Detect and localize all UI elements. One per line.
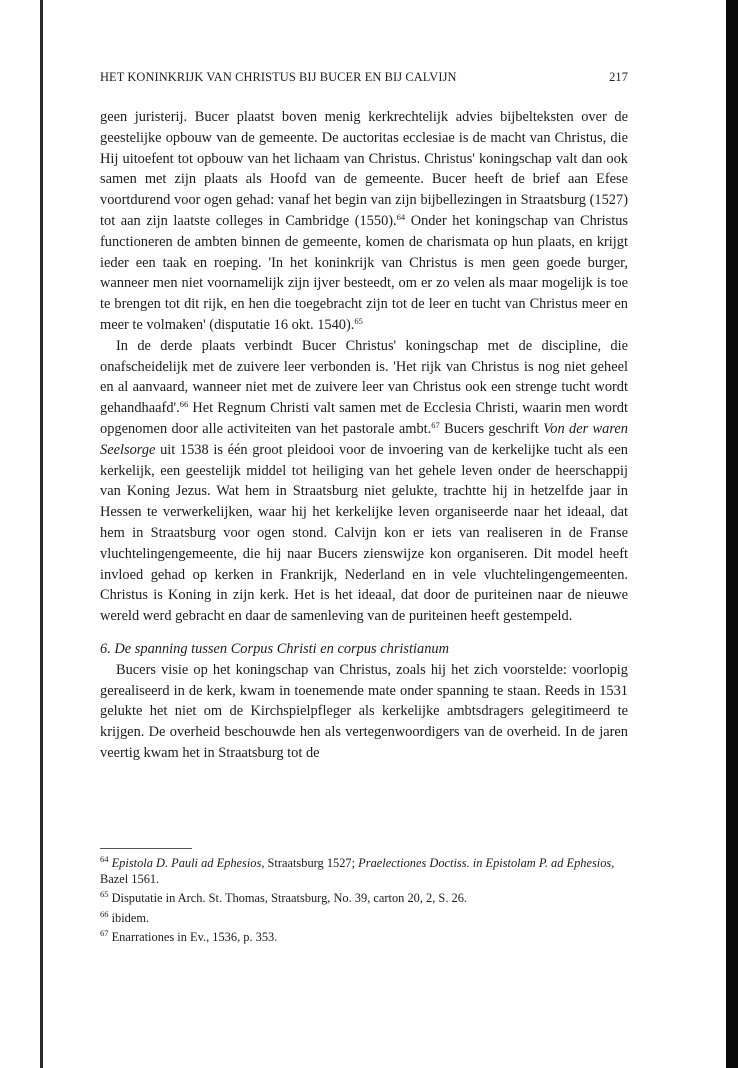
book-title: Von der waren Seelsorge: [100, 420, 628, 458]
section-heading: 6. De spanning tussen Corpus Christi en corpus christianum: [100, 640, 449, 657]
footnote-rule: [100, 848, 192, 849]
body-text: [100, 107, 628, 764]
paragraph-1: geen juristerij. Bucer plaatst boven menig kerkrechtelijk advies bijbelteksten over de geestelijke opbouw van de gemeente. De auctoritas ecclesiae is de macht van Christus, die Hij uitoefent tot opbouw van het lichaam van Christus. Christus' koningschap valt dan ook samen met zijn plaats als Hoofd van de gemeente. Bucer heeft de brief aan Efese voortdurend voor ogen gehad: vanaf het begin van zijn bijbellezingen in Straatsburg (1527) tot aan zijn laatste colleges in Cambridge (1550).$^{64}$ Onder het koningschap van Christus functioneren de ambten binnen de gemeente, komen de charismata op hun plaats, en krijgt ieder een taak en roeping. 'In het koninkrijk van Christus is men geen goede burger, wanneer men niet voornamelijk zijn ijver besteedt, om er zo velen als maar mogelijk is toe te brengen tot dit rijk, en hen die toegebracht zijn tot de leer en tucht van Christus meer en meer te volmaken' (disputatie 16 okt. 1540).$^{65}$: [100, 109, 628, 333]
footnotes: [100, 856, 628, 950]
paragraph-2: In de derde plaats verbindt Bucer Christus' koningschap met de discipline, die onafscheidelijk met de zuivere leer verbonden is. 'Het rijk van Christus is nog niet geheel en al aanvaard, wanneer niet met de zuivere leer van Christus ook een strenge tucht wordt gehandhaafd'.$^{66}$ Het Regnum Christi valt samen met de Ecclesia Christi, waarin men wordt opgenomen door alle activiteiten van het pastorale ambt.$^{67}$ Bucers geschrift Von der waren Seelsorge uit 1538 is één groot pleidooi voor de invoering van de kerkelijke tucht als een kerkelijk, een geestelijk middel tot heiliging van het gehele leven onder de heerschappij van Koning Jezus. Wat hem in Straatsburg niet gelukte, trachtte hij in hetzelfde jaar in Hessen te verwerkelijken, waar hij het kerkelijke leven organiseerde naar het ideaal, dat hem in Straatsburg voor ogen stond. Calvijn kon er iets van realiseren in de Franse vluchtelingengemeente, die hij naar Bucers zienswijze kon organiseren. Dit model heeft invloed gehad op kerken in Frankrijk, Nederland en in vele vluchtelingengemeenten. Christus is Koning in zijn kerk. Het is het ideaal, dat door de puriteinen naar de nieuwe wereld werd gebracht en daar de samenleving van de puriteinen heeft gestempeld.: [100, 337, 628, 625]
footnote-ref-64[interactable]: 64: [396, 211, 406, 222]
footnote-ref-65[interactable]: 65: [354, 315, 363, 326]
footnote-ref-67[interactable]: 67: [431, 419, 440, 430]
footnote-ref-66[interactable]: 66: [179, 399, 189, 410]
page-left-edge: [40, 0, 43, 1068]
page-number: 217: [609, 70, 628, 84]
running-title: HET KONINKRIJK VAN CHRISTUS BIJ BUCER EN BIJ CALVIJN: [100, 70, 457, 84]
footnote-65: $^{65}$ Disputatie in Arch. St. Thomas, Straatsburg, No. 39, carton 20, 2, S. 26.: [100, 889, 467, 906]
footnote-66: $^{66}$ ibidem.: [100, 908, 150, 925]
paragraph-3: Bucers visie op het koningschap van Christus, zoals hij het zich voorstelde: voorlopig gerealiseerd in de kerk, kwam in toenemende mate onder spanning te staan. Reeds in 1531 gelukte het niet om de Kirchspielpfleger als kerkelijke ambtsdragers gelegitimeerd te krijgen. De overheid beschouwde hen als vertegenwoordigers van de overheid. In de jaren veertig kwam het in Straatsburg tot de: [100, 661, 628, 761]
footnote-64: $^{64}$ Epistola D. Pauli ad Ephesios, Straatsburg 1527; Praelectiones Doctiss. in Epistolam P. ad Ephesios, Bazel 1561.: [100, 854, 615, 886]
footnote-67: $^{67}$ Enarrationes in Ev., 1536, p. 353.: [100, 928, 278, 945]
page-right-edge: [726, 0, 738, 1068]
running-header: [100, 70, 628, 85]
